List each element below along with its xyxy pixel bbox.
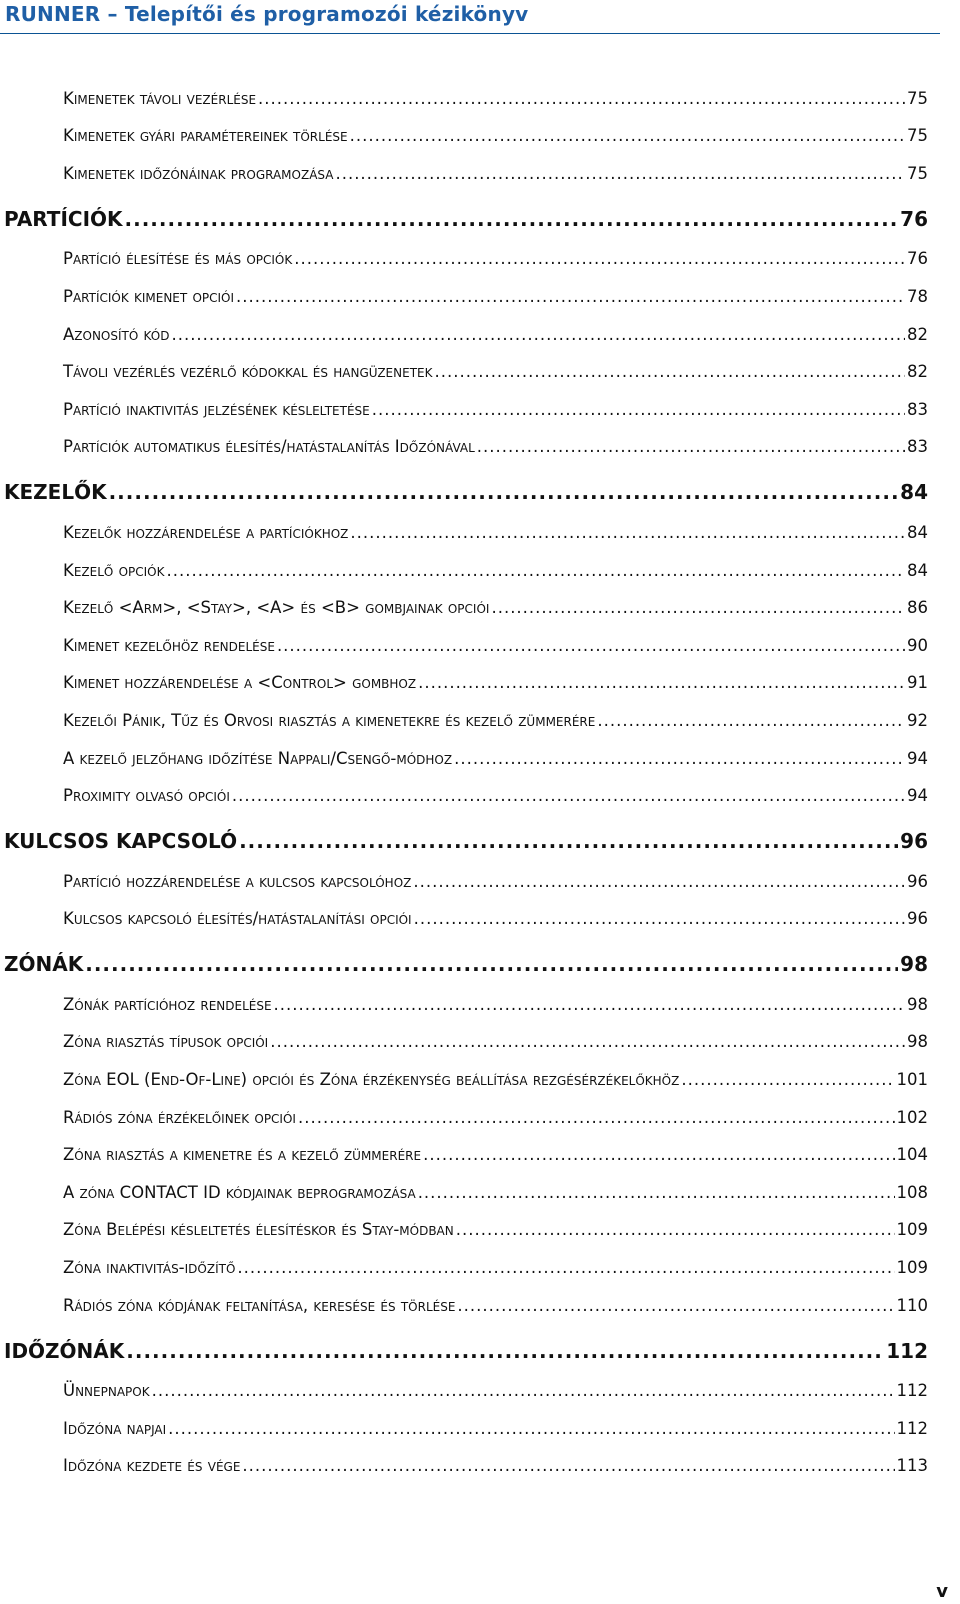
toc-entry-title: Kezelő <Arm>, <Stay>, <A> és <B> gombjainak opciói xyxy=(63,598,490,618)
header-title: RUNNER – Telepítői és programozói kézikönyv xyxy=(5,2,529,26)
toc-entry-title: A zóna CONTACT ID kódjainak beprogramozása xyxy=(63,1182,416,1202)
toc-entry-title: Kezelői Pánik, Tűz és Orvosi riasztás a kimenetekre és kezelő zümmerére xyxy=(63,710,596,730)
toc-entry-title: Kulcsos kapcsoló élesítés/hatástalanítási opciói xyxy=(63,909,412,929)
toc-page-number: 94 xyxy=(907,748,928,768)
toc-page-number: 91 xyxy=(907,673,928,693)
toc-page-number: 112 xyxy=(896,1381,928,1401)
toc-page-number: 101 xyxy=(896,1070,928,1090)
toc-page-number: 90 xyxy=(907,635,928,655)
toc-page-number: 75 xyxy=(907,88,928,108)
toc-section-entry[interactable] xyxy=(0,694,940,732)
toc-section-entry[interactable] xyxy=(0,110,940,148)
toc-leader-dots xyxy=(454,749,905,770)
toc-leader-dots xyxy=(152,1381,895,1402)
toc-page-number: 109 xyxy=(896,1258,928,1278)
toc-leader-dots xyxy=(274,995,905,1016)
toc-page-number: 112 xyxy=(886,1338,928,1363)
toc-page-number: 78 xyxy=(907,286,928,306)
toc-section-entry[interactable] xyxy=(0,1440,940,1478)
toc-page-number: 110 xyxy=(896,1295,928,1315)
toc-leader-dots xyxy=(239,829,898,855)
toc-page-number: 102 xyxy=(896,1107,928,1127)
toc-leader-dots xyxy=(277,636,905,657)
toc-section-entry[interactable] xyxy=(0,308,940,346)
toc-entry-title: Partíciók kimenet opciói xyxy=(63,286,235,306)
toc-page-number: 86 xyxy=(907,598,928,618)
toc-entry-title: Zóna EOL (End-Of-Line) opciói és Zóna érzékenység beállítása rezgésérzékelőkhöz xyxy=(63,1070,680,1090)
toc-section-entry[interactable] xyxy=(0,1204,940,1242)
toc-leader-dots xyxy=(413,872,905,893)
toc-page-number: 82 xyxy=(907,324,928,344)
toc-section-entry[interactable] xyxy=(0,544,940,582)
toc-section-entry[interactable] xyxy=(0,421,940,459)
toc-entry-title: Partíciók automatikus élesítés/hatástalanítás Időzónával xyxy=(63,437,475,457)
toc-entry-title: Kimenetek gyári paramétereinek törlése xyxy=(63,126,348,146)
toc-leader-dots xyxy=(477,437,905,458)
toc-entry-title: KEZELŐK xyxy=(4,480,107,505)
toc-chapter-entry[interactable] xyxy=(0,1317,940,1365)
toc-leader-dots xyxy=(298,1108,895,1129)
toc-entry-title: IDŐZÓNÁK xyxy=(4,1338,125,1363)
toc-leader-dots xyxy=(681,1070,894,1091)
toc-entry-title: Zónák partícióhoz rendelése xyxy=(63,994,272,1014)
toc-entry-title: Kimenet hozzárendelése a <Control> gombhoz xyxy=(63,673,417,693)
toc-section-entry[interactable] xyxy=(0,1091,940,1129)
toc-leader-dots xyxy=(167,561,906,582)
toc-leader-dots xyxy=(232,786,905,807)
toc-page-number: 92 xyxy=(907,710,928,730)
table-of-contents xyxy=(0,72,940,1477)
toc-entry-title: Időzóna kezdete és vége xyxy=(63,1456,241,1476)
toc-page-number: 96 xyxy=(900,829,928,854)
toc-section-entry[interactable] xyxy=(0,582,940,620)
toc-entry-title: Távoli vezérlés vezérlő kódokkal és hangüzenetek xyxy=(63,362,433,382)
toc-section-entry[interactable] xyxy=(0,855,940,893)
page-number: v xyxy=(936,1581,948,1602)
toc-entry-title: Zóna riasztás típusok opciói xyxy=(63,1032,269,1052)
toc-entry-title: Zóna inaktivitás-időzítő xyxy=(63,1258,236,1278)
toc-entry-title: Ünnepnapok xyxy=(63,1381,150,1401)
toc-section-entry[interactable] xyxy=(0,383,940,421)
toc-entry-title: Partíció hozzárendelése a kulcsos kapcsolóhoz xyxy=(63,871,412,891)
toc-leader-dots xyxy=(236,287,905,308)
toc-leader-dots xyxy=(270,1032,905,1053)
toc-leader-dots xyxy=(350,523,905,544)
toc-page-number: 104 xyxy=(896,1145,928,1165)
toc-page-number: 96 xyxy=(907,871,928,891)
toc-entry-title: PARTÍCIÓK xyxy=(4,206,123,231)
toc-section-entry[interactable] xyxy=(0,147,940,185)
toc-section-entry[interactable] xyxy=(0,770,940,808)
toc-entry-title: Zóna riasztás a kimenetre és a kezelő zümmerére xyxy=(63,1145,422,1165)
toc-leader-dots xyxy=(350,126,905,147)
toc-section-entry[interactable] xyxy=(0,978,940,1016)
toc-entry-title: Kimenetek távoli vezérlése xyxy=(63,88,257,108)
toc-section-entry[interactable] xyxy=(0,270,940,308)
toc-page-number: 76 xyxy=(900,206,928,231)
toc-leader-dots xyxy=(418,1183,895,1204)
toc-section-entry[interactable] xyxy=(0,1166,940,1204)
toc-leader-dots xyxy=(418,673,905,694)
toc-section-entry[interactable] xyxy=(0,1016,940,1054)
toc-leader-dots xyxy=(109,480,899,506)
toc-section-entry[interactable] xyxy=(0,1365,940,1403)
toc-leader-dots xyxy=(242,1456,894,1477)
toc-section-entry[interactable] xyxy=(0,506,940,544)
toc-entry-title: Rádiós zóna érzékelőinek opciói xyxy=(63,1107,296,1127)
toc-leader-dots xyxy=(372,400,905,421)
toc-entry-title: A kezelő jelzőhang időzítése Nappali/Csengő-módhoz xyxy=(63,748,453,768)
toc-entry-title: Zóna Belépési késleltetés élesítéskor és Stay-módban xyxy=(63,1220,454,1240)
toc-section-entry[interactable] xyxy=(0,1241,940,1279)
toc-page-number: 109 xyxy=(896,1220,928,1240)
toc-page-number: 75 xyxy=(907,126,928,146)
toc-leader-dots xyxy=(335,164,905,185)
toc-page-number: 98 xyxy=(907,1032,928,1052)
toc-entry-title: ZÓNÁK xyxy=(4,952,84,977)
toc-chapter-entry[interactable] xyxy=(0,930,940,978)
toc-entry-title: Kimenet kezelőhöz rendelése xyxy=(63,635,275,655)
toc-section-entry[interactable] xyxy=(0,1279,940,1317)
toc-chapter-entry[interactable] xyxy=(0,807,940,855)
toc-leader-dots xyxy=(597,711,905,732)
toc-section-entry[interactable] xyxy=(0,346,940,384)
toc-page-number: 83 xyxy=(907,437,928,457)
toc-leader-dots xyxy=(85,952,898,978)
toc-section-entry[interactable] xyxy=(0,732,940,770)
toc-entry-title: Kezelő opciók xyxy=(63,560,165,580)
page-header xyxy=(0,0,940,34)
toc-leader-dots xyxy=(258,89,905,110)
toc-leader-dots xyxy=(126,1339,884,1365)
toc-page-number: 98 xyxy=(907,994,928,1014)
toc-page-number: 82 xyxy=(907,362,928,382)
toc-chapter-entry[interactable] xyxy=(0,185,940,233)
toc-page-number: 84 xyxy=(900,480,928,505)
toc-entry-title: Kimenetek időzónáinak programozása xyxy=(63,163,334,183)
toc-page-number: 108 xyxy=(896,1182,928,1202)
toc-entry-title: Rádiós zóna kódjának feltanítása, keresése és törlése xyxy=(63,1295,456,1315)
toc-leader-dots xyxy=(456,1220,895,1241)
toc-page-number: 76 xyxy=(907,249,928,269)
toc-leader-dots xyxy=(171,325,905,346)
toc-leader-dots xyxy=(237,1258,894,1279)
toc-leader-dots xyxy=(457,1296,894,1317)
toc-page-number: 75 xyxy=(907,163,928,183)
toc-page-number: 84 xyxy=(907,560,928,580)
toc-chapter-entry[interactable] xyxy=(0,458,940,506)
toc-leader-dots xyxy=(414,909,905,930)
toc-page-number: 113 xyxy=(896,1456,928,1476)
toc-page-number: 98 xyxy=(900,952,928,977)
toc-entry-title: Partíció élesítése és más opciók xyxy=(63,249,293,269)
toc-entry-title: Azonosító kód xyxy=(63,324,170,344)
toc-entry-title: Proximity olvasó opciói xyxy=(63,786,230,806)
toc-page-number: 94 xyxy=(907,786,928,806)
toc-entry-title: Partíció inaktivitás jelzésének késleltetése xyxy=(63,399,370,419)
toc-page-number: 84 xyxy=(907,522,928,542)
toc-section-entry[interactable] xyxy=(0,72,940,110)
toc-leader-dots xyxy=(491,598,905,619)
toc-leader-dots xyxy=(294,249,905,270)
toc-leader-dots xyxy=(423,1145,894,1166)
toc-page-number: 83 xyxy=(907,399,928,419)
toc-section-entry[interactable] xyxy=(0,619,940,657)
toc-section-entry[interactable] xyxy=(0,893,940,931)
toc-section-entry[interactable] xyxy=(0,657,940,695)
toc-page-number: 112 xyxy=(896,1418,928,1438)
toc-entry-title: Kezelők hozzárendelése a partíciókhoz xyxy=(63,522,349,542)
toc-entry-title: Időzóna napjai xyxy=(63,1418,167,1438)
toc-leader-dots xyxy=(168,1419,894,1440)
toc-entry-title: KULCSOS KAPCSOLÓ xyxy=(4,829,238,854)
toc-page-number: 96 xyxy=(907,909,928,929)
toc-leader-dots xyxy=(125,207,899,233)
toc-leader-dots xyxy=(434,362,905,383)
toc-section-entry[interactable] xyxy=(0,1402,940,1440)
toc-section-entry[interactable] xyxy=(0,233,940,271)
toc-section-entry[interactable] xyxy=(0,1053,940,1091)
toc-section-entry[interactable] xyxy=(0,1129,940,1167)
